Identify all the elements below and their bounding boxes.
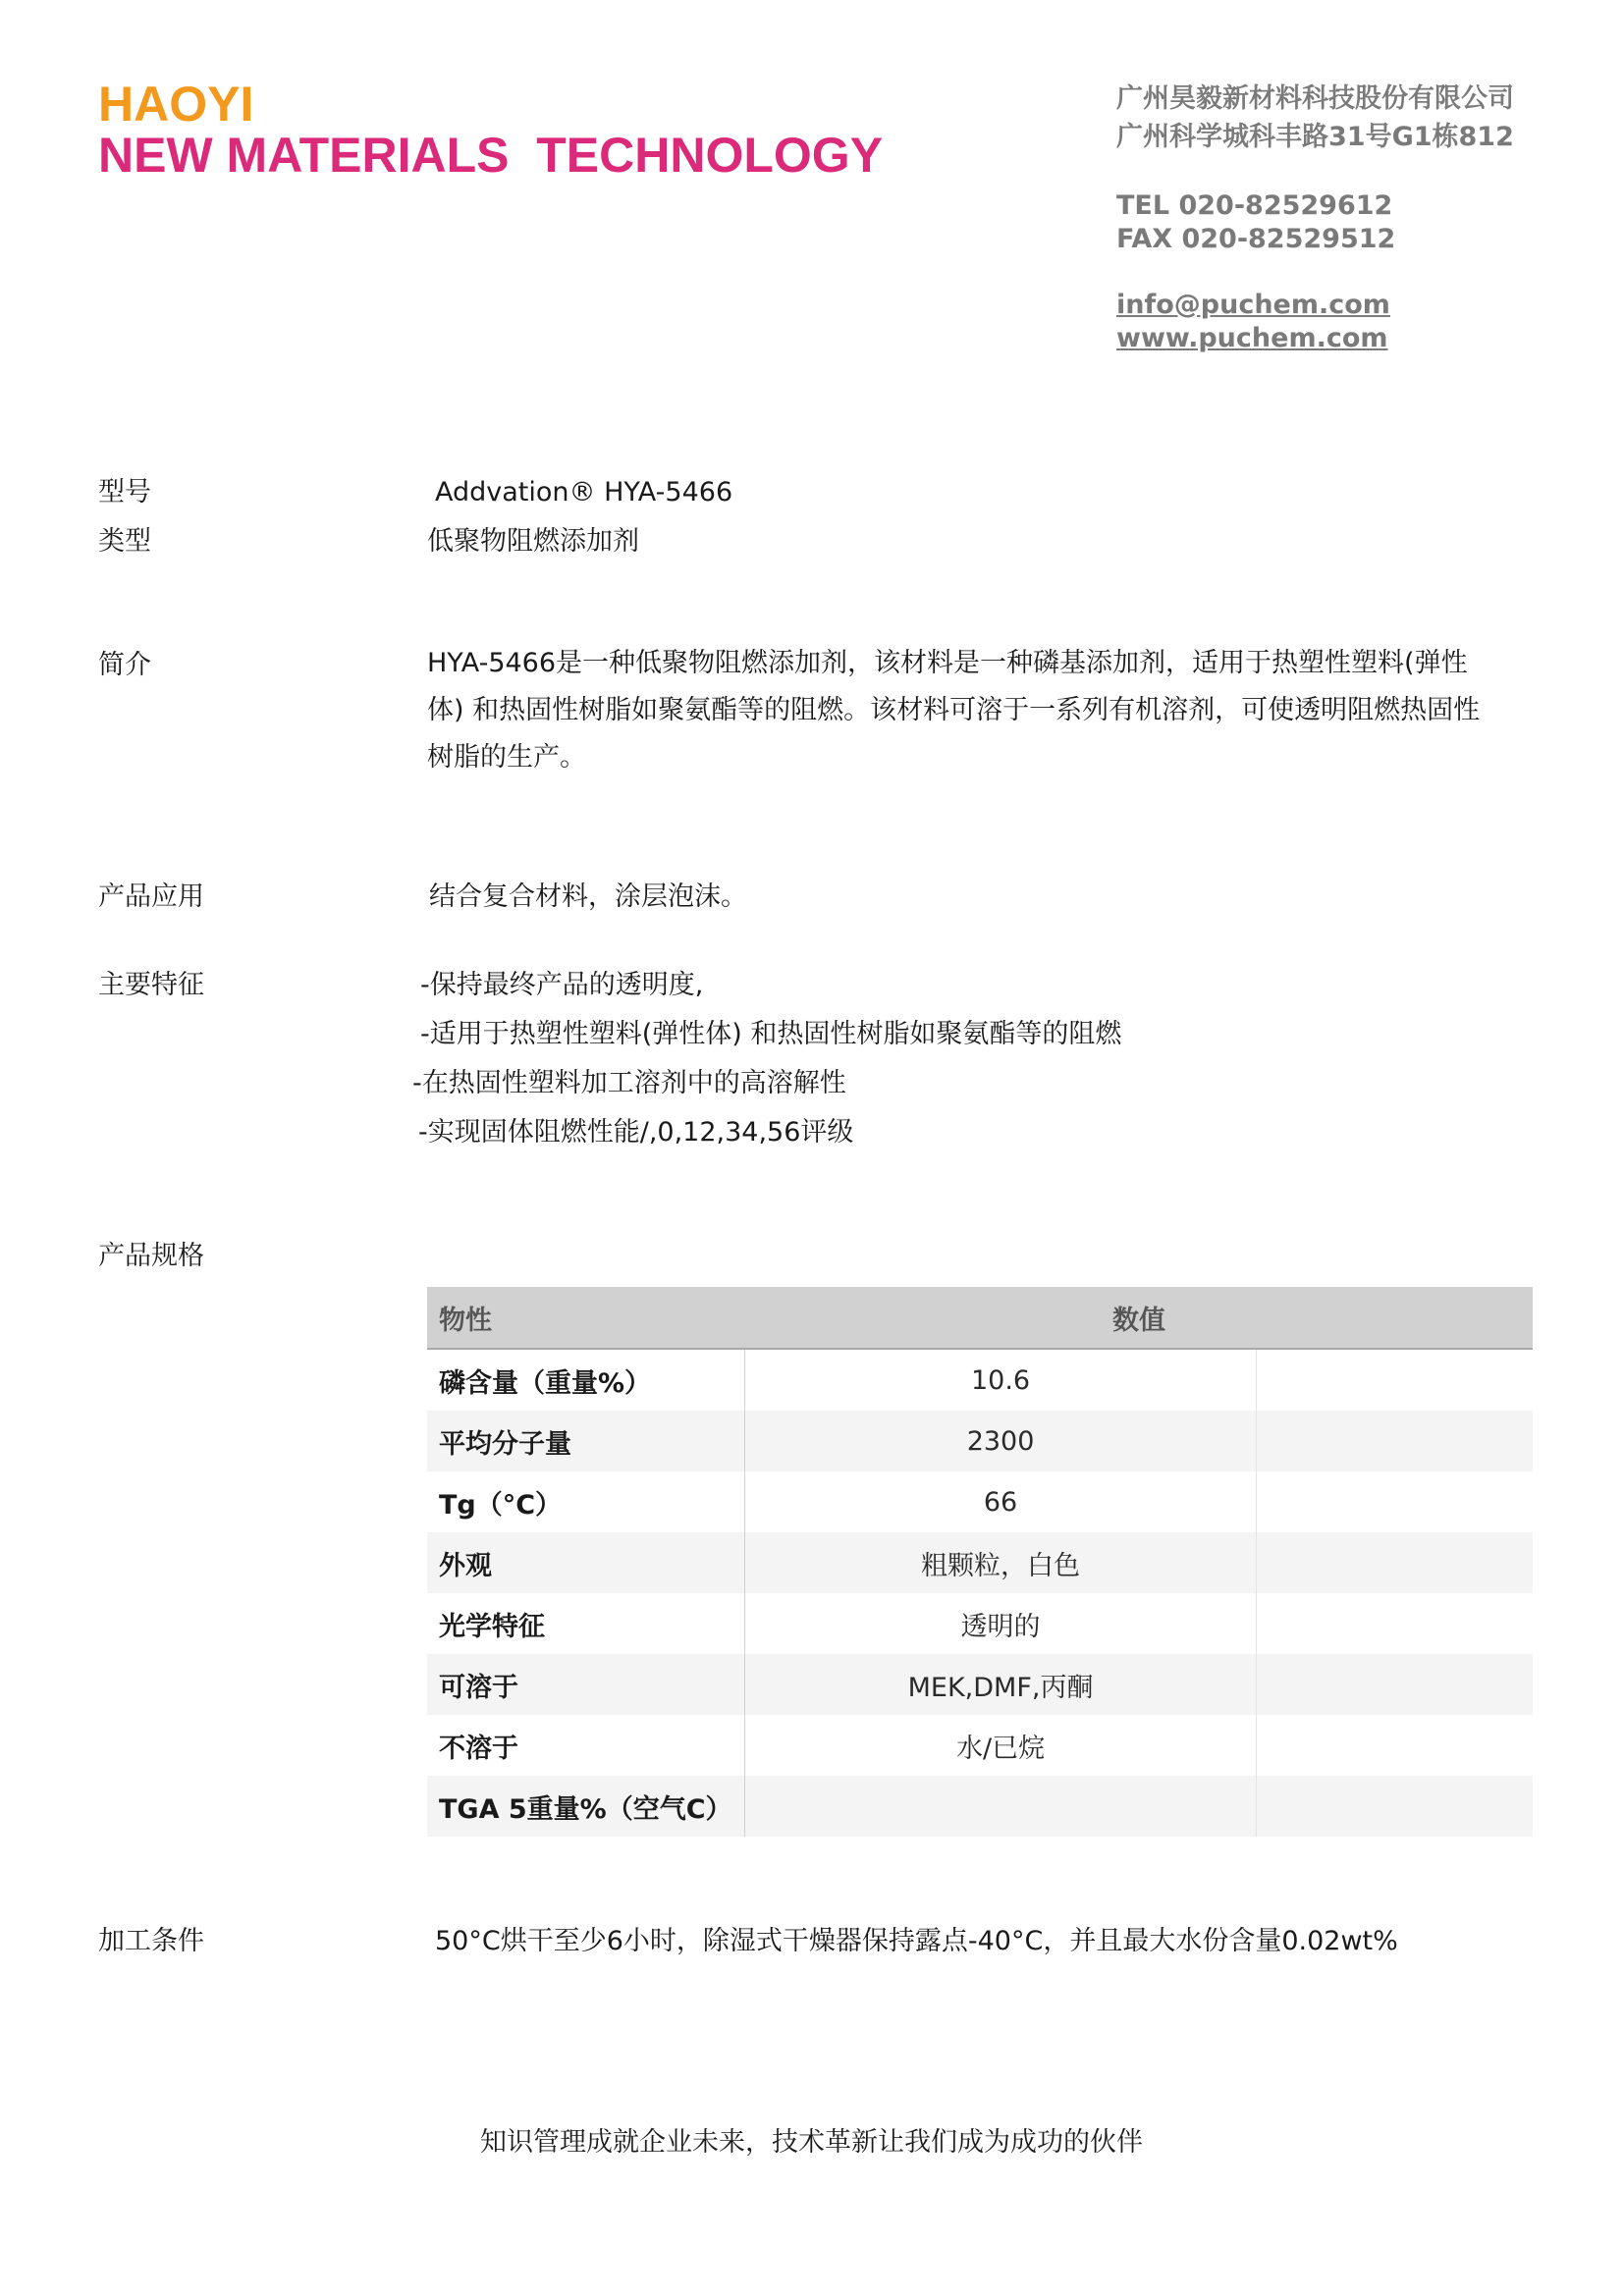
spec-property: Tg（°C） xyxy=(427,1471,745,1532)
spec-extra-cell xyxy=(1256,1411,1533,1471)
type-value: 低聚物阻燃添加剂 xyxy=(427,526,639,557)
model-label: 型号 xyxy=(98,477,151,507)
spec-value: 66 xyxy=(745,1471,1256,1532)
telephone: TEL 020-82529612 xyxy=(1116,190,1393,221)
processing-value: 50°C烘干至少6小时，除湿式干燥器保持露点-40°C，并且最大水份含量0.02wt% xyxy=(435,1926,1398,1956)
spec-property: 磷含量（重量%） xyxy=(427,1349,745,1411)
brand-tagline: NEW MATERIALS TECHNOLOGY xyxy=(98,128,884,183)
spec-value: 水/已烷 xyxy=(745,1715,1256,1776)
spec-property: 平均分子量 xyxy=(427,1411,745,1471)
intro-line: HYA-5466是一种低聚物阻燃添加剂，该材料是一种磷基添加剂，适用于热塑性塑料(弹性 xyxy=(427,648,1468,678)
feature-item: -实现固体阻燃性能/,0,12,34,56评级 xyxy=(418,1117,854,1148)
company-address: 广州科学城科丰路31号G1栋812 xyxy=(1116,122,1514,152)
spec-header-value: 数值 xyxy=(745,1287,1533,1349)
table-row xyxy=(427,1776,1533,1837)
spec-value: 10.6 xyxy=(745,1349,1256,1411)
table-row xyxy=(427,1411,1533,1471)
spec-value: 粗颗粒，白色 xyxy=(745,1532,1256,1593)
spec-extra-cell xyxy=(1256,1349,1533,1411)
spec-extra-cell xyxy=(1256,1471,1533,1532)
feature-item: -保持最终产品的透明度, xyxy=(420,970,704,1000)
spec-extra-cell xyxy=(1256,1715,1533,1776)
intro-line: 树脂的生产。 xyxy=(427,742,586,773)
table-row xyxy=(427,1471,1533,1532)
features-label: 主要特征 xyxy=(98,970,204,1000)
spec-extra-cell xyxy=(1256,1654,1533,1715)
spec-value: MEK,DMF,丙酮 xyxy=(745,1654,1256,1715)
website-link[interactable]: www.puchem.com xyxy=(1116,323,1388,353)
table-row xyxy=(427,1349,1533,1411)
spec-extra-cell xyxy=(1256,1593,1533,1654)
footer-slogan: 知识管理成就企业未来，技术革新让我们成为成功的伙伴 xyxy=(480,2127,1143,2158)
processing-label: 加工条件 xyxy=(98,1926,204,1956)
brand-name: HAOYI xyxy=(98,77,254,132)
application-label: 产品应用 xyxy=(98,881,204,912)
table-row xyxy=(427,1532,1533,1593)
feature-item: -在热固性塑料加工溶剂中的高溶解性 xyxy=(412,1068,846,1098)
spec-property: 外观 xyxy=(427,1532,745,1593)
spec-header-property: 物性 xyxy=(427,1287,745,1349)
spec-value xyxy=(745,1776,1256,1837)
spec-table xyxy=(427,1287,1533,1837)
spec-extra-cell xyxy=(1256,1532,1533,1593)
table-row xyxy=(427,1593,1533,1654)
type-label: 类型 xyxy=(98,526,151,557)
intro-label: 简介 xyxy=(98,650,151,680)
spec-property: 不溶于 xyxy=(427,1715,745,1776)
spec-property: TGA 5重量%（空气C） xyxy=(427,1776,745,1837)
spec-value: 2300 xyxy=(745,1411,1256,1471)
spec-property: 光学特征 xyxy=(427,1593,745,1654)
spec-header-row xyxy=(427,1287,1533,1349)
fax: FAX 020-82529512 xyxy=(1116,224,1396,254)
feature-item: -适用于热塑性塑料(弹性体) 和热固性树脂如聚氨酯等的阻燃 xyxy=(420,1019,1122,1049)
spec-extra-cell xyxy=(1256,1776,1533,1837)
spec-label: 产品规格 xyxy=(98,1241,204,1271)
spec-property: 可溶于 xyxy=(427,1654,745,1715)
model-value: Addvation® HYA-5466 xyxy=(435,477,733,507)
table-row xyxy=(427,1654,1533,1715)
table-row xyxy=(427,1715,1533,1776)
spec-value: 透明的 xyxy=(745,1593,1256,1654)
intro-line: 体) 和热固性树脂如聚氨酯等的阻燃。该材料可溶于一系列有机溶剂，可使透明阻燃热固性 xyxy=(427,695,1481,725)
intro-paragraph xyxy=(427,640,1527,781)
application-value: 结合复合材料，涂层泡沫。 xyxy=(429,881,747,912)
email-link[interactable]: info@puchem.com xyxy=(1116,290,1390,320)
company-name: 广州昊毅新材料科技股份有限公司 xyxy=(1116,83,1514,114)
